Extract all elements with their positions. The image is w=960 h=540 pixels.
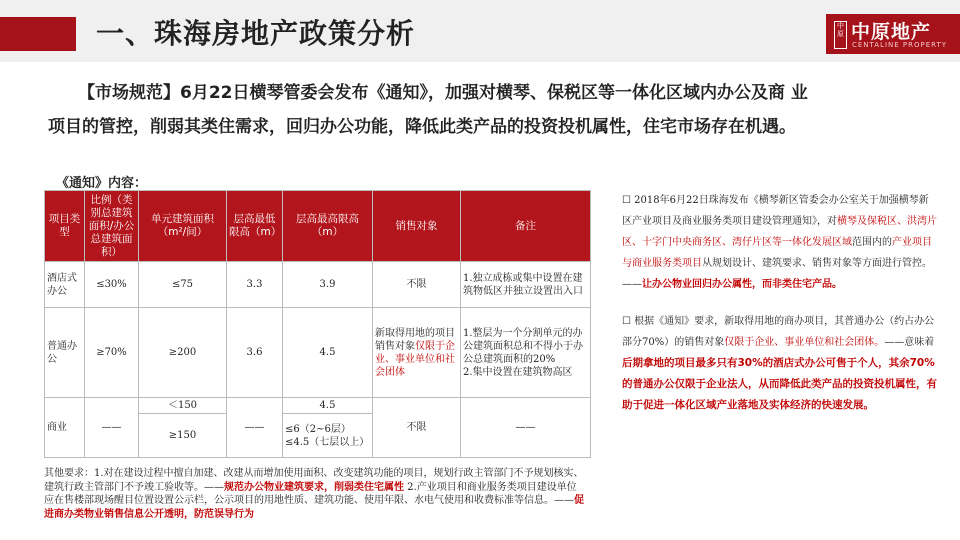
header-max-height: 层高最高限高（m） xyxy=(283,191,373,262)
header-buyer: 销售对象 xyxy=(373,191,461,262)
header-accent-bar xyxy=(0,17,76,51)
logo-name-en: CENTALINE PROPERTY xyxy=(852,41,948,49)
cell-ratio: ≤30% xyxy=(85,262,139,308)
header-band xyxy=(0,0,960,62)
cell-unit-area-large: ≥150 xyxy=(139,414,227,458)
point-1-text-c: 从规划设计、建筑要求、销售对象等方面进行管控。—— xyxy=(622,258,932,290)
cell-min-height: —— xyxy=(227,398,283,458)
table-row-commercial xyxy=(45,398,591,414)
point-2-red-a: 仅限于企业、事业单位和社会团体。 xyxy=(724,337,885,348)
cell-buyer: 不限 xyxy=(373,262,461,308)
cell-min-height: 3.3 xyxy=(227,262,283,308)
cell-ratio: ≥70% xyxy=(85,308,139,398)
company-logo xyxy=(826,14,960,54)
point-1-text-a: 2018年6月22日珠海发布《横琴新区管委会办公室关于加强横琴新区产业项目及商业服务类项目建设管理通知》，对 xyxy=(622,195,929,227)
checkbox-icon: ☐ xyxy=(622,195,631,206)
header-min-height: 层高最低限高（m） xyxy=(227,191,283,262)
cell-ratio: —— xyxy=(85,398,139,458)
point-1-text-b: 范围内的 xyxy=(852,237,892,248)
logo-seal: 中原 xyxy=(834,21,847,49)
cell-remark: 1.整层为一个分割单元的办公建筑面积总和不得小于办公总建筑面积的20% 2.集中设置在建筑物高区 xyxy=(461,308,591,398)
cell-type: 商业 xyxy=(45,398,85,458)
cell-buyer xyxy=(373,308,461,398)
buyer-highlight: 仅限于企业、事业单位和社会团体 xyxy=(375,340,455,378)
table-caption: 《通知》内容： xyxy=(56,176,148,191)
table-header-row xyxy=(45,191,591,262)
cell-remark: —— xyxy=(461,398,591,458)
page-title: 一、珠海房地产政策分析 xyxy=(96,17,416,50)
point-1-conclusion: 让办公物业回归办公属性，而非类住宅产品。 xyxy=(642,279,842,290)
table-row-hotel xyxy=(45,262,591,308)
cell-unit-area-small: ＜150 xyxy=(139,398,227,414)
other-requirements xyxy=(44,467,584,521)
intro-line-2: 项目的管控，削弱其类住需求，回归办公功能，降低此类产品的投资投机属性，住宅市场存在机遇。 xyxy=(48,117,796,137)
point-1-red-b: 产业项目与商业服务类项目 xyxy=(622,237,932,269)
cell-max-height: 3.9 xyxy=(283,262,373,308)
analysis-point-1 xyxy=(622,190,938,295)
header-unit-area: 单元建筑面积（m²/间） xyxy=(139,191,227,262)
logo-name-cn: 中原地产 xyxy=(851,21,932,43)
notes-highlight-2: 促进商办类物业销售信息公开透明，防范误导行为 xyxy=(44,495,584,520)
buyer-text: 新取得用地的项目销售对象 xyxy=(375,327,455,352)
intro-line-1: 【市场规范】6月22日横琴管委会发布《通知》，加强对横琴、保税区等一体化区域内办公及商 业 xyxy=(78,83,808,103)
point-1-red-a: 横琴及保税区、洪湾片区、十字门中央商务区、湾仔片区等一体化发展区域 xyxy=(622,216,937,248)
policy-table xyxy=(44,190,591,458)
point-2-text-a: 根据《通知》要求，新取得用地的商办项目，其普通办公（约占办公部分70%）的销售对象 xyxy=(622,316,935,348)
point-2-text-b: ——意味着 xyxy=(884,337,935,348)
cell-unit-area: ≥200 xyxy=(139,308,227,398)
cell-unit-area: ≤75 xyxy=(139,262,227,308)
cell-max-height-small: 4.5 xyxy=(283,398,373,414)
point-2-conclusion: 后期拿地的项目最多只有30%的酒店式办公可售于个人，其余70%的普通办公仅限于企业法人，从而降低此类产品的投资投机属性，有助于促进一体化区域产业落地及实体经济的快速发展。 xyxy=(622,357,937,411)
notes-highlight-1: 规范办公物业建筑要求，削弱类住宅属性 xyxy=(224,481,404,493)
analysis-panel xyxy=(622,190,938,416)
cell-type: 普通办公 xyxy=(45,308,85,398)
notes-text-1: 其他要求：1.对在建设过程中擅自加建、改建从而增加使用面积、改变建筑功能的项目，规划行政主管部门不予规划核实、建筑行政主管部门不予竣工验收等。—— xyxy=(44,468,584,493)
header-ratio: 比例（类别总建筑面积/办公总建筑面积） xyxy=(85,191,139,262)
cell-min-height: 3.6 xyxy=(227,308,283,398)
cell-type: 酒店式办公 xyxy=(45,262,85,308)
header-remark: 备注 xyxy=(461,191,591,262)
notes-text-2: 2.产业项目和商业服务类项目建设单位应在售楼部现场醒目位置设置公示栏，公示项目的用地性质、建筑功能、使用年限、水电气使用和收费标准等信息。—— xyxy=(44,481,577,506)
table-row-office xyxy=(45,308,591,398)
cell-remark: 1.独立成栋或集中设置在建筑物低区并独立设置出入口 xyxy=(461,262,591,308)
intro-paragraph xyxy=(48,76,928,144)
header-type: 项目类型 xyxy=(45,191,85,262)
cell-buyer: 不限 xyxy=(373,398,461,458)
checkbox-icon: ☐ xyxy=(622,316,631,327)
cell-max-height: 4.5 xyxy=(283,308,373,398)
cell-max-height-large: ≤6（2~6层） ≤4.5（七层以上） xyxy=(283,414,373,458)
analysis-point-2 xyxy=(622,311,938,416)
